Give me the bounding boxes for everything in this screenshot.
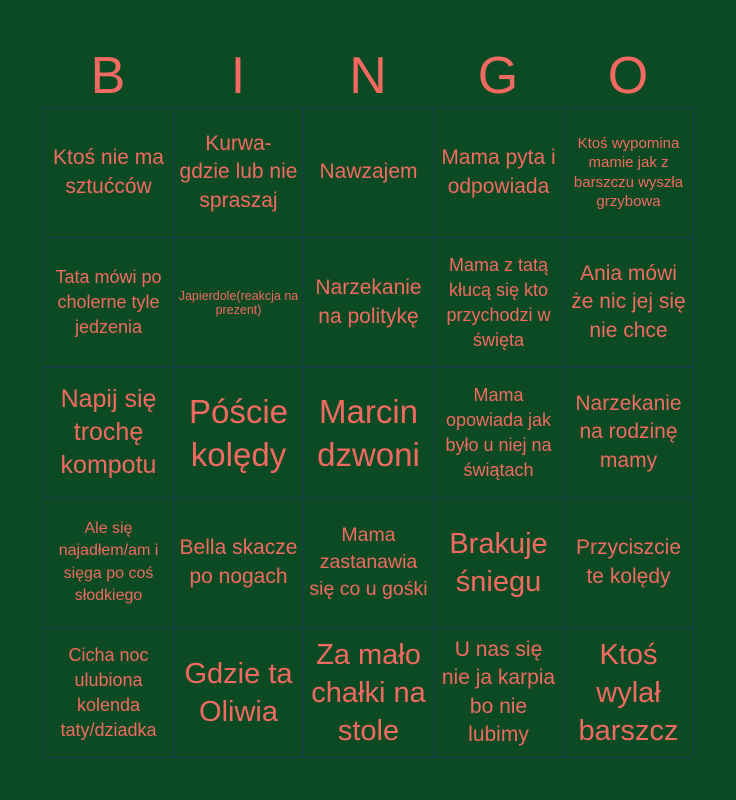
bingo-cell-r3c1[interactable] — [44, 368, 174, 498]
bingo-header — [43, 44, 693, 108]
bingo-cell-r1c5[interactable] — [564, 108, 694, 238]
bingo-cell-r4c4[interactable] — [434, 498, 564, 628]
header-letter-i: I — [230, 47, 246, 105]
cell-text: Mama pyta i odpowiada — [441, 146, 556, 198]
cell-text: Kurwa- gdzie lub nie spraszaj — [179, 131, 298, 212]
bingo-cell-r1c2[interactable] — [174, 108, 304, 238]
cell-text: Ale się najadłem/am i sięga po coś słodkiego — [58, 519, 159, 604]
cell-text: U nas się nie ja karpia bo nie lubimy — [441, 637, 556, 746]
cell-text: Mama z tatą kłucą się kto przychodzi w święta — [446, 254, 551, 350]
cell-text: Tata mówi po cholerne tyle jedzenia — [55, 267, 162, 337]
cell-text: Ktoś wypomina mamie jak z barszczu wyszła grzybowa — [573, 134, 684, 210]
header-letter-g: G — [477, 47, 519, 105]
cell-text: Japierdole(reakcja na prezent) — [178, 288, 299, 317]
bingo-cell-r3c4[interactable] — [434, 368, 564, 498]
header-letter-n: N — [349, 47, 387, 105]
cell-text: Ania mówi że nic jej się nie chce — [571, 261, 686, 342]
bingo-cell-r1c3[interactable] — [304, 108, 434, 238]
header-letter-b: B — [90, 47, 126, 105]
cell-text: Ktoś wylał barszcz — [578, 638, 679, 747]
bingo-grid — [43, 107, 693, 757]
cell-text: Za mało chałki na stole — [311, 638, 426, 747]
bingo-cell-r2c4[interactable] — [434, 238, 564, 368]
bingo-cell-r3c2[interactable] — [174, 368, 304, 498]
cell-text: Gdzie ta Oliwia — [184, 657, 293, 728]
bingo-cell-r3c5[interactable] — [564, 368, 694, 498]
bingo-cell-r3c3[interactable] — [304, 368, 434, 498]
bingo-cell-r1c1[interactable] — [44, 108, 174, 238]
cell-text: Ktoś nie ma sztućców — [53, 146, 164, 198]
cell-text: Przyciszcie te kolędy — [575, 536, 681, 588]
bingo-cell-r5c5[interactable] — [564, 628, 694, 758]
cell-text: Brakuje śniegu — [449, 527, 548, 598]
cell-text: Napij się trochę kompotu — [60, 385, 157, 479]
cell-text: Póście kolędy — [188, 392, 289, 473]
cell-text: Marcin dzwoni — [317, 392, 420, 473]
cell-text: Bella skacze po nogach — [179, 536, 298, 588]
bingo-cell-r1c4[interactable] — [434, 108, 564, 238]
cell-text: Nawzajem — [319, 160, 418, 184]
bingo-cell-r2c1[interactable] — [44, 238, 174, 368]
bingo-cell-r4c3[interactable] — [304, 498, 434, 628]
bingo-cell-r5c1[interactable] — [44, 628, 174, 758]
bingo-cell-r2c3[interactable] — [304, 238, 434, 368]
cell-text: Mama zastanawia się co u gośki — [309, 524, 428, 600]
cell-text: Mama opowiada jak było u niej na świątach — [445, 384, 552, 480]
cell-text: Narzekanie na politykę — [315, 276, 422, 328]
bingo-cell-r4c2[interactable] — [174, 498, 304, 628]
bingo-cell-r4c5[interactable] — [564, 498, 694, 628]
bingo-cell-r2c5[interactable] — [564, 238, 694, 368]
cell-text: Narzekanie na rodzinę mamy — [575, 391, 682, 472]
header-letter-o: O — [607, 47, 649, 105]
bingo-cell-r5c4[interactable] — [434, 628, 564, 758]
bingo-cell-r2c2[interactable] — [174, 238, 304, 368]
bingo-cell-r5c2[interactable] — [174, 628, 304, 758]
bingo-cell-r4c1[interactable] — [44, 498, 174, 628]
bingo-cell-r5c3[interactable] — [304, 628, 434, 758]
cell-text: Cicha noc ulubiona kolenda taty/dziadka — [60, 644, 157, 740]
